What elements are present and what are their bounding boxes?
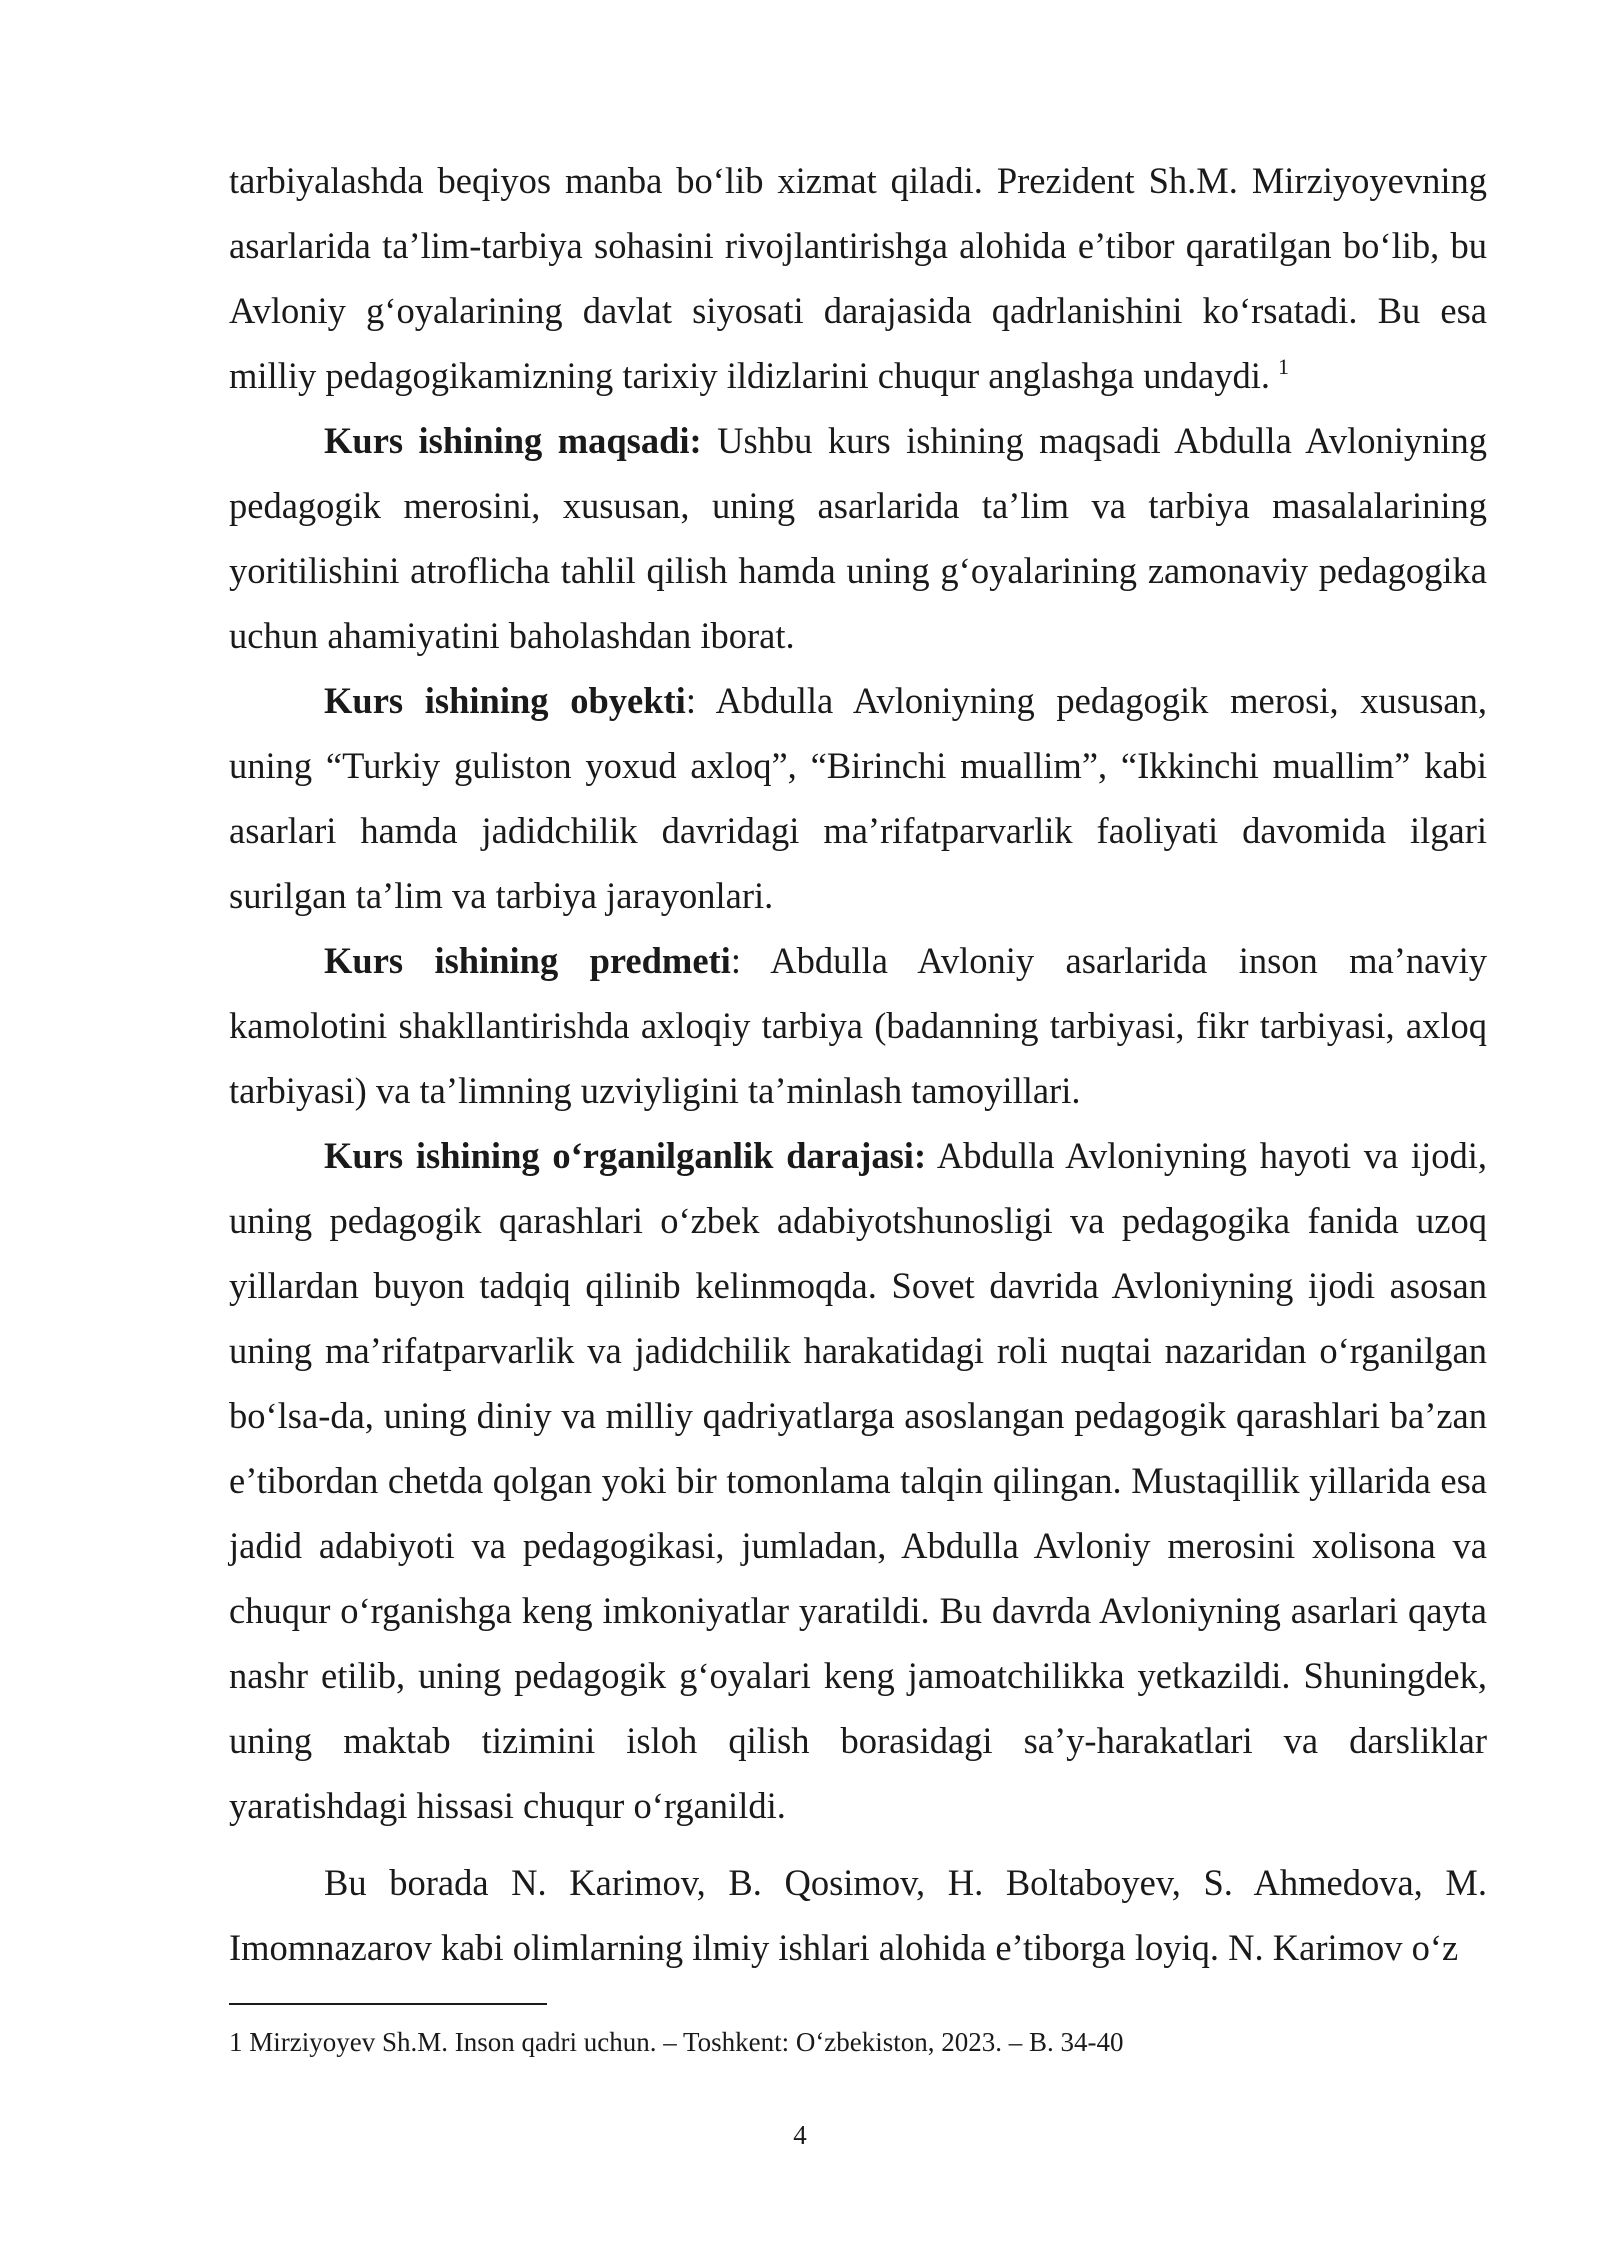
- paragraph-object: [229, 668, 1487, 928]
- paragraph-scholars: [229, 1850, 1487, 1980]
- paragraph-study-level: [229, 1123, 1487, 1838]
- footnote-number: 1: [229, 2027, 243, 2057]
- footnote-text: Mirziyoyev Sh.M. Inson qadri uchun. – Toshkent: O‘zbekiston, 2023. – B. 34-40: [249, 2027, 1124, 2057]
- footnote-reference[interactable]: 1: [1278, 354, 1290, 379]
- footnote-separator: [229, 2003, 547, 2005]
- paragraph-text: : Abdulla Avloniyning pedagogik merosi, xususan, uning “Turkiy guliston yoxud axloq”, “Birinchi muallim”, “Ikkinchi muallim” kabi asarlari hamda jadidchilik davridagi ma’rifatparvarlik faoliyati davomida ilgari surilgan ta’lim va tarbiya jarayonlari.: [229, 680, 1487, 916]
- page-number: 4: [793, 2120, 807, 2150]
- paragraph-heading: Kurs ishining o‘rganilganlik darajasi:: [324, 1135, 927, 1176]
- paragraph-text: : Abdulla Avloniy asarlarida inson ma’naviy kamolotini shakllantirishda axloqiy tarbiya (badanning tarbiyasi, fikr tarbiyasi, axloq tarbiyasi) va ta’limning uzviyligini ta’minlash tamoyillari.: [229, 940, 1487, 1111]
- paragraph-heading: Kurs ishining predmeti: [324, 940, 731, 981]
- page-body: [229, 148, 1487, 1980]
- paragraph-heading: Kurs ishining obyekti: [324, 680, 686, 721]
- paragraph-text: Ushbu kurs ishining maqsadi Abdulla Avloniyning pedagogik merosini, xususan, uning asarlarida ta’lim va tarbiya masalalarining yoritilishini atroflicha tahlil qilish hamda uning g‘oyalarining zamonaviy pedagogika uchun ahamiyatini baholashdan iborat.: [229, 420, 1487, 656]
- paragraph-intro-continuation: [229, 148, 1487, 408]
- paragraph-heading: Kurs ishining maqsadi:: [324, 420, 702, 461]
- paragraph-text: Bu borada N. Karimov, B. Qosimov, H. Boltaboyev, S. Ahmedova, M. Imomnazarov kabi olimlarning ilmiy ishlari alohida e’tiborga loyiq. N. Karimov o‘z: [229, 1862, 1487, 1968]
- paragraph-text: Abdulla Avloniyning hayoti va ijodi, uning pedagogik qarashlari o‘zbek adabiyotshunosligi va pedagogika fanida uzoq yillardan buyon tadqiq qilinib kelinmoqda. Sovet davrida Avloniyning ijodi asosan uning ma’rifatparvarlik va jadidchilik harakatidagi roli nuqtai nazaridan o‘rganilgan bo‘lsa-da, uning diniy va milliy qadriyatlarga asoslangan pedagogik qarashlari ba’zan e’tibordan chetda qolgan yoki bir tomonlama talqin qilingan. Mustaqillik yillarida esa jadid adabiyoti va pedagogikasi, jumladan, Abdulla Avloniy merosini xolisona va chuqur o‘rganishga keng imkoniyatlar yaratildi. Bu davrda Avloniyning asarlari qayta nashr etilib, uning pedagogik g‘oyalari keng jamoatchilikka yetkazildi. Shuningdek, uning maktab tizimini isloh qilish borasidagi sa’y-harakatlari va darsliklar yaratishdagi hissasi chuqur o‘rganildi.: [229, 1135, 1487, 1826]
- paragraph-text: tarbiyalashda beqiyos manba bo‘lib xizmat qiladi. Prezident Sh.M. Mirziyoyevning asarlarida ta’lim-tarbiya sohasini rivojlantirishga alohida e’tibor qaratilgan bo‘lib, bu Avloniy g‘oyalarining davlat siyosati darajasida qadrlanishini ko‘rsatadi. Bu esa milliy pedagogikamizning tarixiy ildizlarini chuqur anglashga undaydi.: [229, 160, 1487, 396]
- paragraph-goal: [229, 408, 1487, 668]
- paragraph-subject: [229, 928, 1487, 1123]
- footnote: [229, 2022, 1487, 2062]
